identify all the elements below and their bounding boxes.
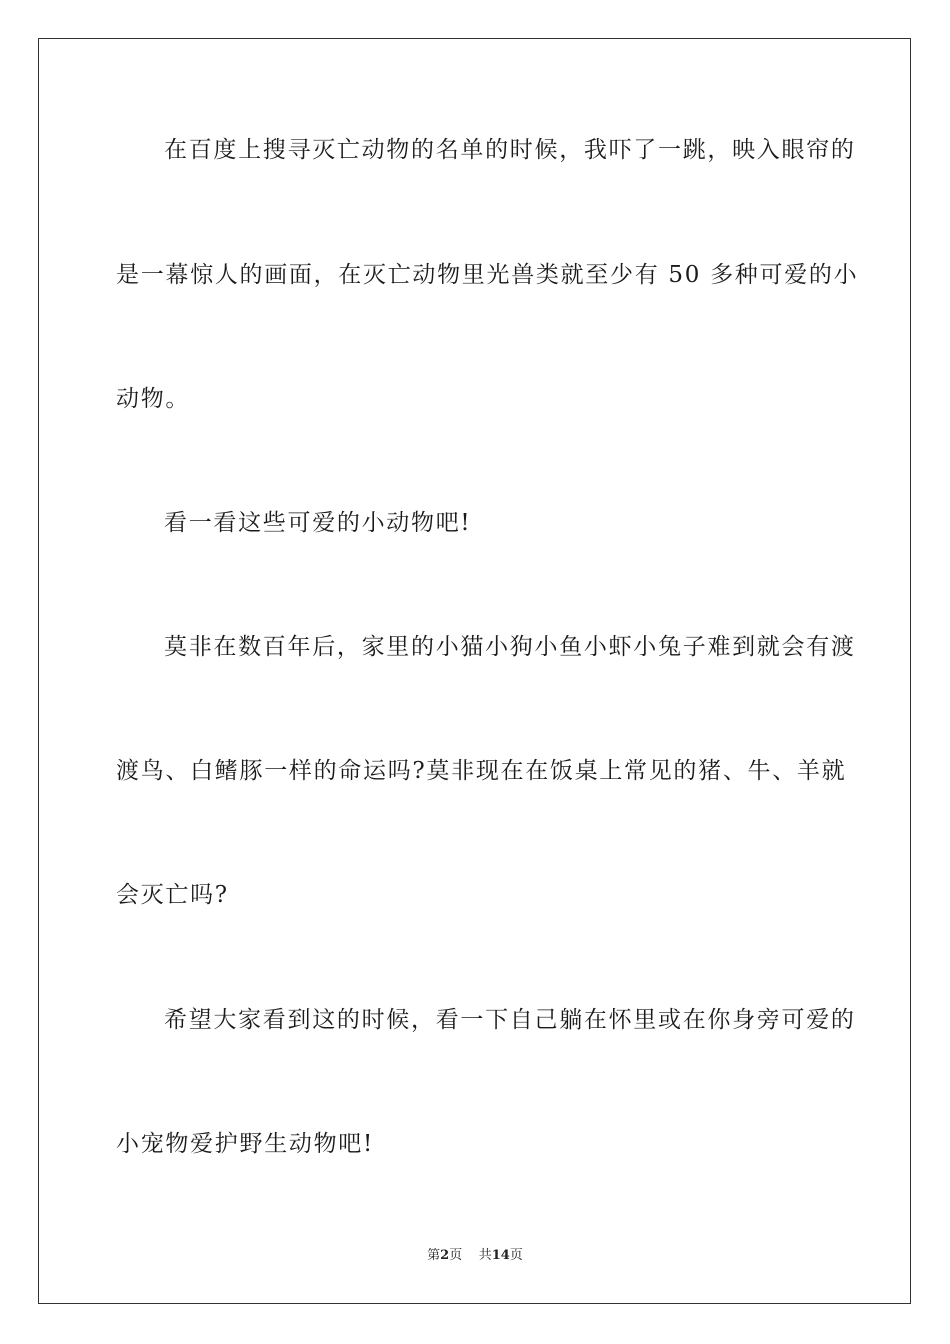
footer-page-number: 2 [440,1248,450,1263]
paragraph-2-line-1: 看一看这些可爱的小动物吧! [164,510,472,536]
footer-total-prefix: 共 [478,1248,492,1263]
page-footer [0,1247,950,1265]
paragraph-1-line-2: 是一幕惊人的画面，在灭亡动物里光兽类就至少有 50 多种可爱的小 [116,262,859,288]
paragraph-1-line-1: 在百度上搜寻灭亡动物的名单的时候，我吓了一跳，映入眼帘的 [164,137,856,163]
paragraph-4-line-2: 小宠物爱护野生动物吧! [116,1131,374,1157]
footer-page-prefix: 第 [427,1248,441,1263]
page-border [38,38,911,1304]
paragraph-4-line-1: 希望大家看到这的时候，看一下自己躺在怀里或在你身旁可爱的 [164,1007,856,1033]
paragraph-3-line-3: 会灭亡吗? [116,882,229,908]
footer-page-suffix: 页 [449,1248,463,1263]
footer-total-number: 14 [491,1248,510,1263]
paragraph-3-line-1: 莫非在数百年后，家里的小猫小狗小鱼小虾小兔子难到就会有渡 [164,634,856,660]
paragraph-3-line-2: 渡鸟、白鳍豚一样的命运吗?莫非现在在饭桌上常见的猪、牛、羊就 [116,758,847,784]
footer-total-suffix: 页 [509,1248,523,1263]
paragraph-1-line-3: 动物。 [116,386,191,412]
